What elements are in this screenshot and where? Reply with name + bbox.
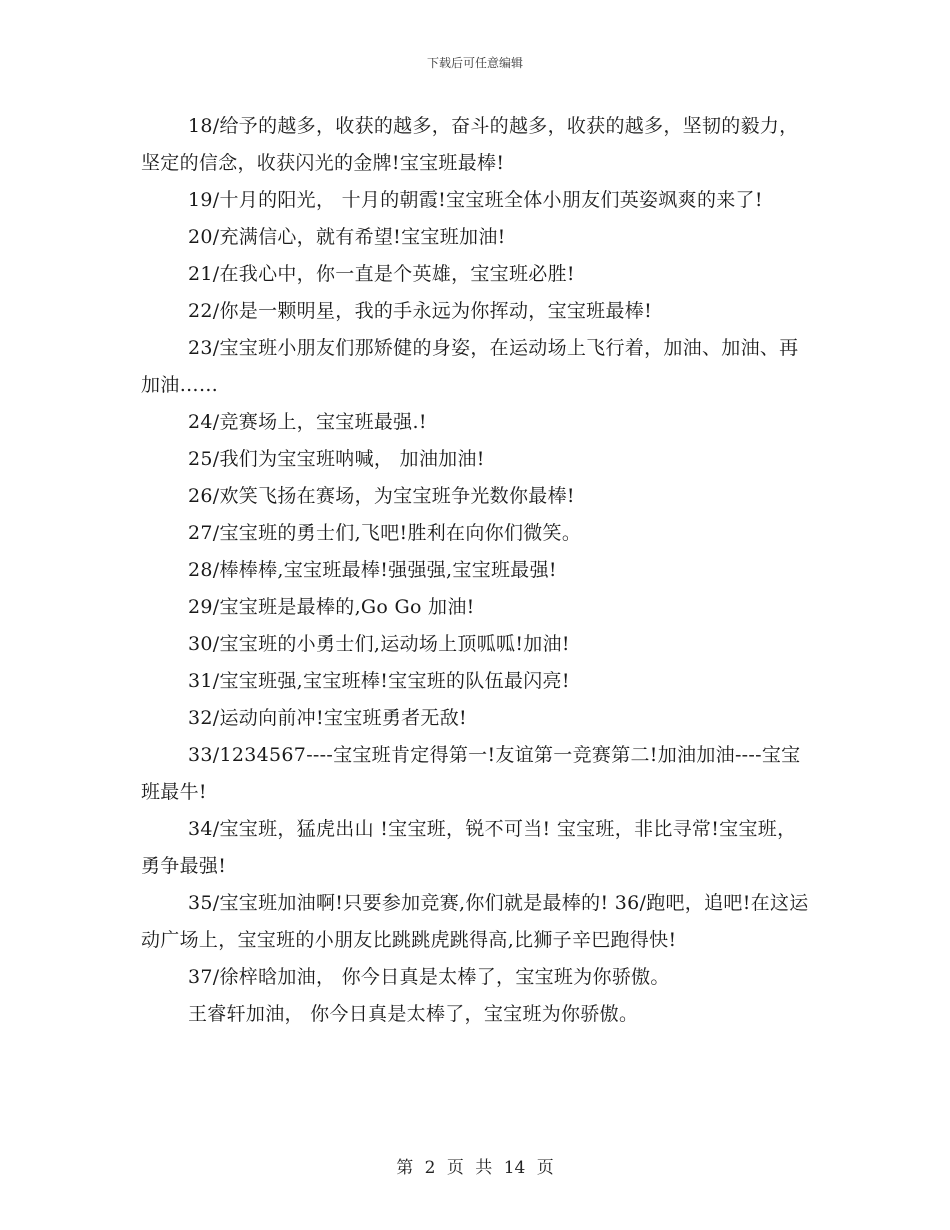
paragraph-28: 28/棒棒棒,宝宝班最棒!强强强,宝宝班最强! [188, 559, 557, 581]
paragraph-22: 22/你是一颗明星，我的手永远为你挥动，宝宝班最棒! [188, 300, 653, 322]
paragraph-19: 19/十月的阳光， 十月的朝霞!宝宝班全体小朋友们英姿飒爽的来了! [188, 189, 763, 211]
paragraph-31: 31/宝宝班强,宝宝班棒!宝宝班的队伍最闪亮! [188, 670, 570, 692]
paragraph-24: 24/竞赛场上，宝宝班最强.! [188, 411, 427, 433]
document-body [141, 108, 811, 1033]
paragraph-21: 21/在我心中，你一直是个英雄，宝宝班必胜! [188, 263, 575, 285]
paragraph-37: 37/徐梓晗加油， 你今日真是太棒了，宝宝班为你骄傲。 [188, 966, 670, 988]
paragraph-29: 29/宝宝班是最棒的,Go Go 加油! [188, 596, 475, 618]
paragraph-33: 33/1234567----宝宝班肯定得第一!友谊第一竞赛第二!加油加油----宝宝班最牛! [141, 744, 801, 803]
paragraph-20: 20/充满信心，就有希望!宝宝班加油! [188, 226, 506, 248]
paragraph-26: 26/欢笑飞扬在赛场，为宝宝班争光数你最棒! [188, 485, 575, 507]
paragraph-35: 35/宝宝班加油啊!只要参加竞赛,你们就是最棒的! 36/跑吧，追吧!在这运动广场上，宝宝班的小朋友比跳跳虎跳得高,比狮子辛巴跑得快! [141, 892, 809, 951]
page-footer: 第 2 页 共 14 页 [396, 1158, 554, 1178]
paragraph-18: 18/给予的越多，收获的越多，奋斗的越多，收获的越多，坚韧的毅力，坚定的信念，收获闪光的金牌!宝宝班最棒! [141, 115, 799, 174]
paragraph-25: 25/我们为宝宝班呐喊， 加油加油! [188, 448, 485, 470]
page-header: 下载后可任意编辑 [426, 56, 523, 70]
paragraph-34: 34/宝宝班，猛虎出山 !宝宝班，锐不可当! 宝宝班，非比寻常!宝宝班，勇争最强! [141, 818, 797, 877]
paragraph-32: 32/运动向前冲!宝宝班勇者无敌! [188, 707, 467, 729]
paragraph-27: 27/宝宝班的勇士们,飞吧!胜利在向你们微笑。 [188, 522, 582, 544]
paragraph-38: 王睿轩加油， 你今日真是太棒了，宝宝班为你骄傲。 [188, 1003, 639, 1025]
paragraph-23: 23/宝宝班小朋友们那矫健的身姿，在运动场上飞行着，加油、加油、再加油…… [141, 337, 799, 396]
paragraph-30: 30/宝宝班的小勇士们,运动场上顶呱呱!加油! [188, 633, 570, 655]
